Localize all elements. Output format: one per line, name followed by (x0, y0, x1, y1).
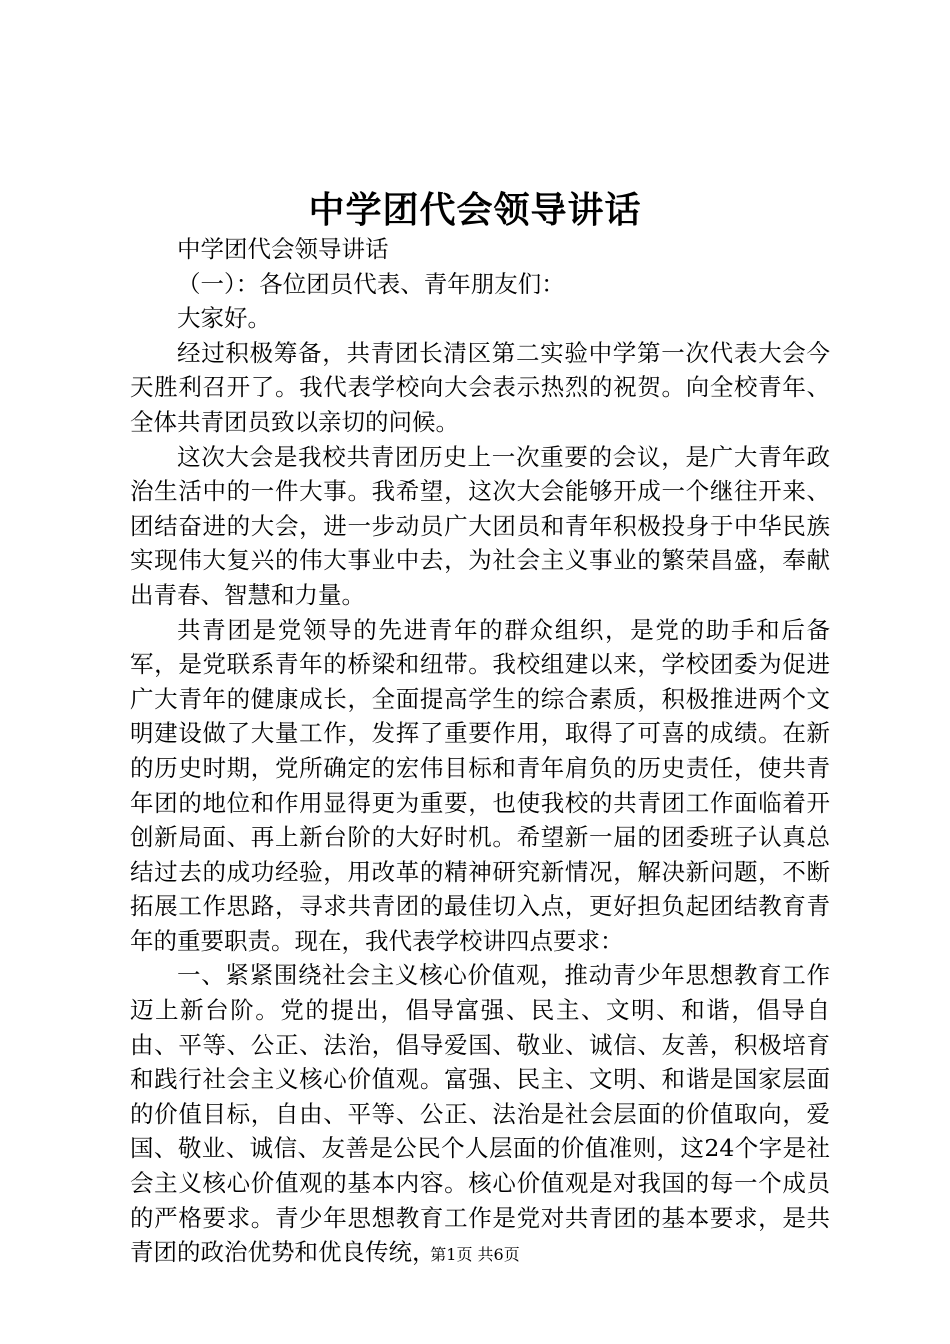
document-body (130, 232, 830, 1270)
paragraph-greeting: 大家好。 (177, 304, 271, 333)
document-title: 中学团代会领导讲话 (308, 189, 642, 231)
paragraph-heading-repeat: 中学团代会领导讲话 (177, 235, 389, 263)
paragraph-salutation: （一）：各位团员代表、青年朋友们： (177, 269, 565, 298)
paragraph-requirement-one: 一、紧紧围绕社会主义核心价值观，推动青少年思想教育工作迈上新台阶。党的提出，倡导富强、民主、文明、和谐，倡导自由、平等、公正、法治，倡导爱国、敬业、诚信、友善，积极培育和践行社会主义核心价值观。富强、民主、文明、和谐是国家层面的价值目标，自由、平等、公正、法治是社会层面的价值取向，爱国、敬业、诚信、友善是公民个人层面的价值准则，这24个字是社会主义核心价值观的基本内容。核心价值观是对我国的每一个成员的严格要求。青少年思想教育工作是党对共青团的基本要求，是共青团的政治优势和优良传统， (130, 961, 830, 1267)
paragraph-league-role: 共青团是党领导的先进青年的群众组织，是党的助手和后备军，是党联系青年的桥梁和纽带。我校组建以来，学校团委为促进广大青年的健康成长，全面提高学生的综合素质，积极推进两个文明建设做了大量工作，发挥了重要作用，取得了可喜的成绩。在新的历史时期，党所确定的宏伟目标和青年肩负的历史责任，使共青年团的地位和作用显得更为重要，也使我校的共青团工作面临着开创新局面、再上新台阶的大好时机。希望新一届的团委班子认真总结过去的成功经验，用改革的精神研究新情况，解决新问题，不断拓展工作思路，寻求共青团的最佳切入点，更好担负起团结教育青年的重要职责。现在，我代表学校讲四点要求： (130, 615, 830, 955)
paragraph-opening: 经过积极筹备，共青团长清区第二实验中学第一次代表大会今天胜利召开了。我代表学校向大会表示热烈的祝贺。向全校青年、全体共青团员致以亲切的问候。 (130, 338, 830, 436)
paragraph-congress-significance: 这次大会是我校共青团历史上一次重要的会议，是广大青年政治生活中的一件大事。我希望，这次大会能够开成一个继往开来、团结奋进的大会，进一步动员广大团员和青年积极投身于中华民族实现伟大复兴的伟大事业中去，为社会主义事业的繁荣昌盛，奉献出青春、智慧和力量。 (130, 442, 830, 609)
page-footer: 第1页 共6页 (430, 1245, 520, 1264)
